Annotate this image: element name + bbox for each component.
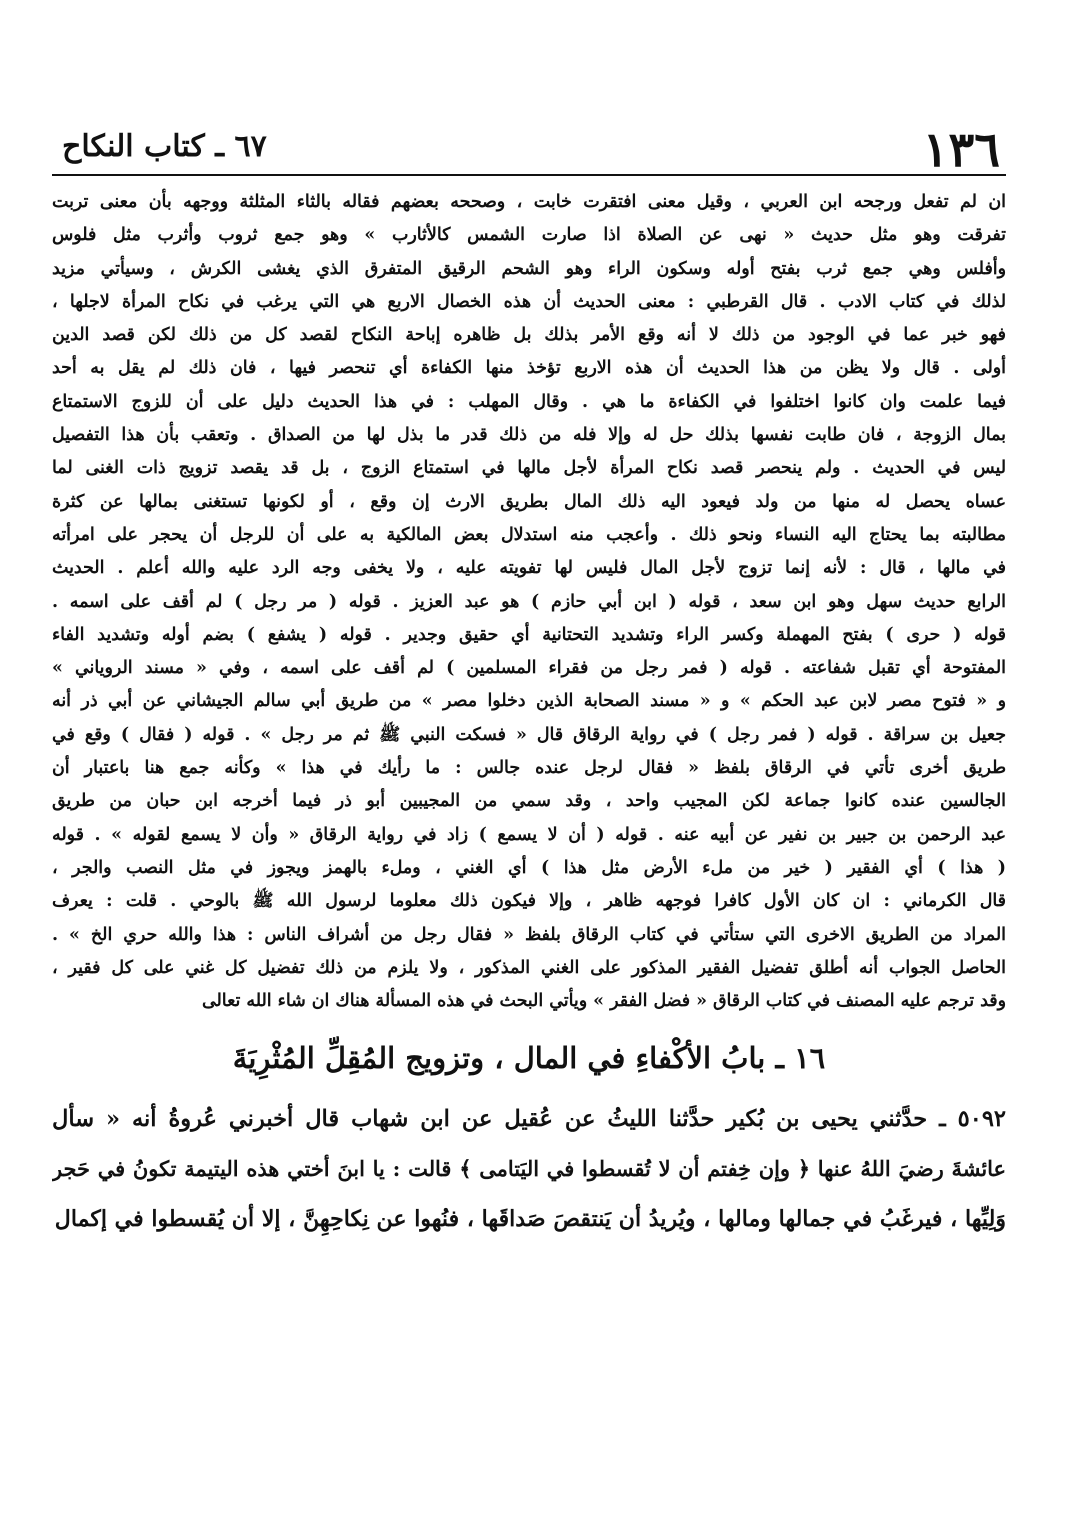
commentary-line: لذلك في كتاب الادب . قال القرطبي : معنى الحديث أن هذه الخصال الاربع هي التي يرغب في نكاح المرأة لاجلها ، [52, 291, 1006, 312]
commentary-line: و « فتوح مصر لابن عبد الحكم » و « مسند الصحابة الذين دخلوا مصر » من طريق أبي سالم الجيشاني عن أبي ذر أنه [52, 691, 1006, 712]
commentary-line: الرابع حديث سهل وهو ابن سعد ، قوله ( ابن أبي حازم ) هو عبد العزيز . قوله ( مر رجل ) لم أقف على اسمه . [52, 591, 1006, 612]
commentary-line: عساه يحصل له منها من ولد فيعود اليه ذلك المال بطريق الارث إن وقع ، أو لكونها تستغنى بمالها عن كثرة [52, 491, 1006, 512]
chapter-heading: ١٦ ـ بابُ الأكْفاءِ في المال ، وتزويج المُقِلِّ المُثْرِيَةَ [232, 1041, 826, 1076]
commentary-line: وقد ترجم عليه المصنف في كتاب الرقاق « فضل الفقر » ويأتي البحث في هذه المسألة هناك ان شاء الله تعالى [202, 991, 1006, 1012]
commentary-line: المفتوحة أي تقبل شفاعته . قوله ( فمر رجل من فقراء المسلمين ) لم أقف على اسمه ، وفي « مسند الروياني » [52, 658, 1006, 679]
hadith-line: عائشةَ رضيَ اللهُ عنها ﴿ وإن خِفتم أن لا تُقسطوا في اليَتامى ﴾ قالت : يا ابنَ أختي هذه اليتيمة تكونُ في حَجر [52, 1156, 1006, 1182]
header-rule [52, 174, 1006, 176]
hadith-line: وَلِيِّها ، فيرغَبُ في جمالها ومالها ، ويُريدُ أن يَنتقصَ صَداقَها ، فنُهوا عن نِكاحِهِنَّ ، إلا أن يُقسطوا في إكمال [54, 1206, 1006, 1233]
commentary-line: جعيل بن سراقة . قوله ( فمر رجل ) في رواية الرقاق قال « فسكت النبي ﷺ ثم مر رجل » . قوله ( فقال ) وقع في [52, 724, 1006, 745]
running-title: ٦٧ ـ كتاب النكاح [62, 129, 267, 164]
commentary-line: قال الكرماني : ان كان الأول كافرا فوجهه ظاهر ، وإلا فيكون ذلك معلوما لرسول الله ﷺ بالوحي . قلت : يعرف [52, 891, 1006, 912]
commentary-line: الجالسين عنده كانوا جماعة لكن المجيب واحد ، وقد سمي من المجيبين أبو ذر فيما أخرجه ابن حبان من طريق [52, 791, 1006, 812]
commentary-line: بمال الزوجة ، فان طابت نفسها بذلك حل له وإلا فله من ذلك قدر ما بذل لها من الصداق . وتعقب بأن هذا التفصيل [52, 425, 1006, 446]
commentary-line: تفرقت وهو مثل حديث « نهى عن الصلاة اذا صارت الشمس كالأثارب » وهو جمع ثروب وأثرب مثل فلوس [52, 225, 1006, 246]
page-number: ١٣٦ [922, 122, 1000, 178]
commentary-line: قوله ( حرى ) بفتح المهملة وكسر الراء وتشديد التحتانية أي حقيق وجدير . قوله ( يشفع ) بضم أوله وتشديد الفاء [52, 624, 1006, 645]
commentary-line: أولى . قال ولا يظن من هذا الحديث أن هذه الاربع تؤخذ منها الكفاءة أي تنحصر فيها ، فان ذلك لم يقل به أحد [52, 358, 1006, 379]
commentary-line: المراد من الطريق الاخرى التي ستأتي في كتاب الرقاق بلفظ « فقال رجل من أشراف الناس : هذا والله حري الخ » . [52, 924, 1006, 945]
commentary-line: مطالبته بما يحتاج اليه النساء ونحو ذلك . وأعجب منه استدلال بعض المالكية به على أن للرجل أن يحجر على امرأته [52, 524, 1006, 545]
hadith-block [52, 1094, 1006, 1244]
page-header [52, 118, 1006, 178]
commentary-line: الحاصل الجواب أنه أطلق تفضيل الفقير المذكور على الغني المذكور ، ولا يلزم من ذلك تفضيل كل غني على كل فقير ، [52, 957, 1006, 978]
hadith-line: ٥٠٩٢ ـ حدَّثني يحيى بن بُكير حدَّثنا الليثُ عن عُقيل عن ابن شهاب قال أخبرني عُروةُ أنه « سأل [52, 1106, 1006, 1133]
commentary-line: فهو خبر عما في الوجود من ذلك لا أنه وقع الأمر بذلك بل ظاهره إباحة النكاح لقصد كل من ذلك لكن قصد الدين [52, 325, 1006, 346]
commentary-line: ليس في الحديث . ولم ينحصر قصد نكاح المرأة لأجل مالها في استمتاع الزوج ، بل قد يقصد تزويج ذات الغنى لما [52, 458, 1006, 479]
commentary-line: ( هذا ) أي الفقير ( خير من ملء الأرض مثل هذا ) أي الغني ، وملء بالهمز ويجوز في مثل النصب والجر ، [52, 857, 1006, 878]
commentary-line: عبد الرحمن بن جبير بن نفير عن أبيه عنه . قوله ( أن لا يسمع ) زاد في رواية الرقاق « وأن لا يسمع لقوله » . قوله [52, 824, 1006, 845]
commentary-block [52, 186, 1006, 1018]
commentary-line: في مالها ، قال : لأنه إنما تزوج لأجل المال فليس لها تفويته عليه ، ولا يخفى وجه الرد عليه والله أعلم . الحديث [52, 558, 1006, 579]
commentary-line: ان لم تفعل ورجحه ابن العربي ، وقيل معنى افتقرت خابت ، وصححه بعضهم فقاله بالثاء المثلثة ووجهه بأن معنى تربت [52, 192, 1006, 212]
commentary-line: وأفلس وهي جمع ثرب بفتح أوله وسكون الراء وهو الشحم الرقيق المتفرق الذي يغشى الكرش ، وسيأتي مزيد [52, 258, 1006, 279]
commentary-line: طريق أخرى تأتي في الرقاق بلفظ « فقال لرجل عنده جالس : ما رأيك في هذا » وكأنه جمع هنا باعتبار أن [52, 758, 1006, 779]
commentary-line: فيما علمت وان كانوا اختلفوا في الكفاءة ما هي . وقال المهلب : في هذا الحديث دليل على أن للزوج الاستمتاع [52, 391, 1006, 412]
